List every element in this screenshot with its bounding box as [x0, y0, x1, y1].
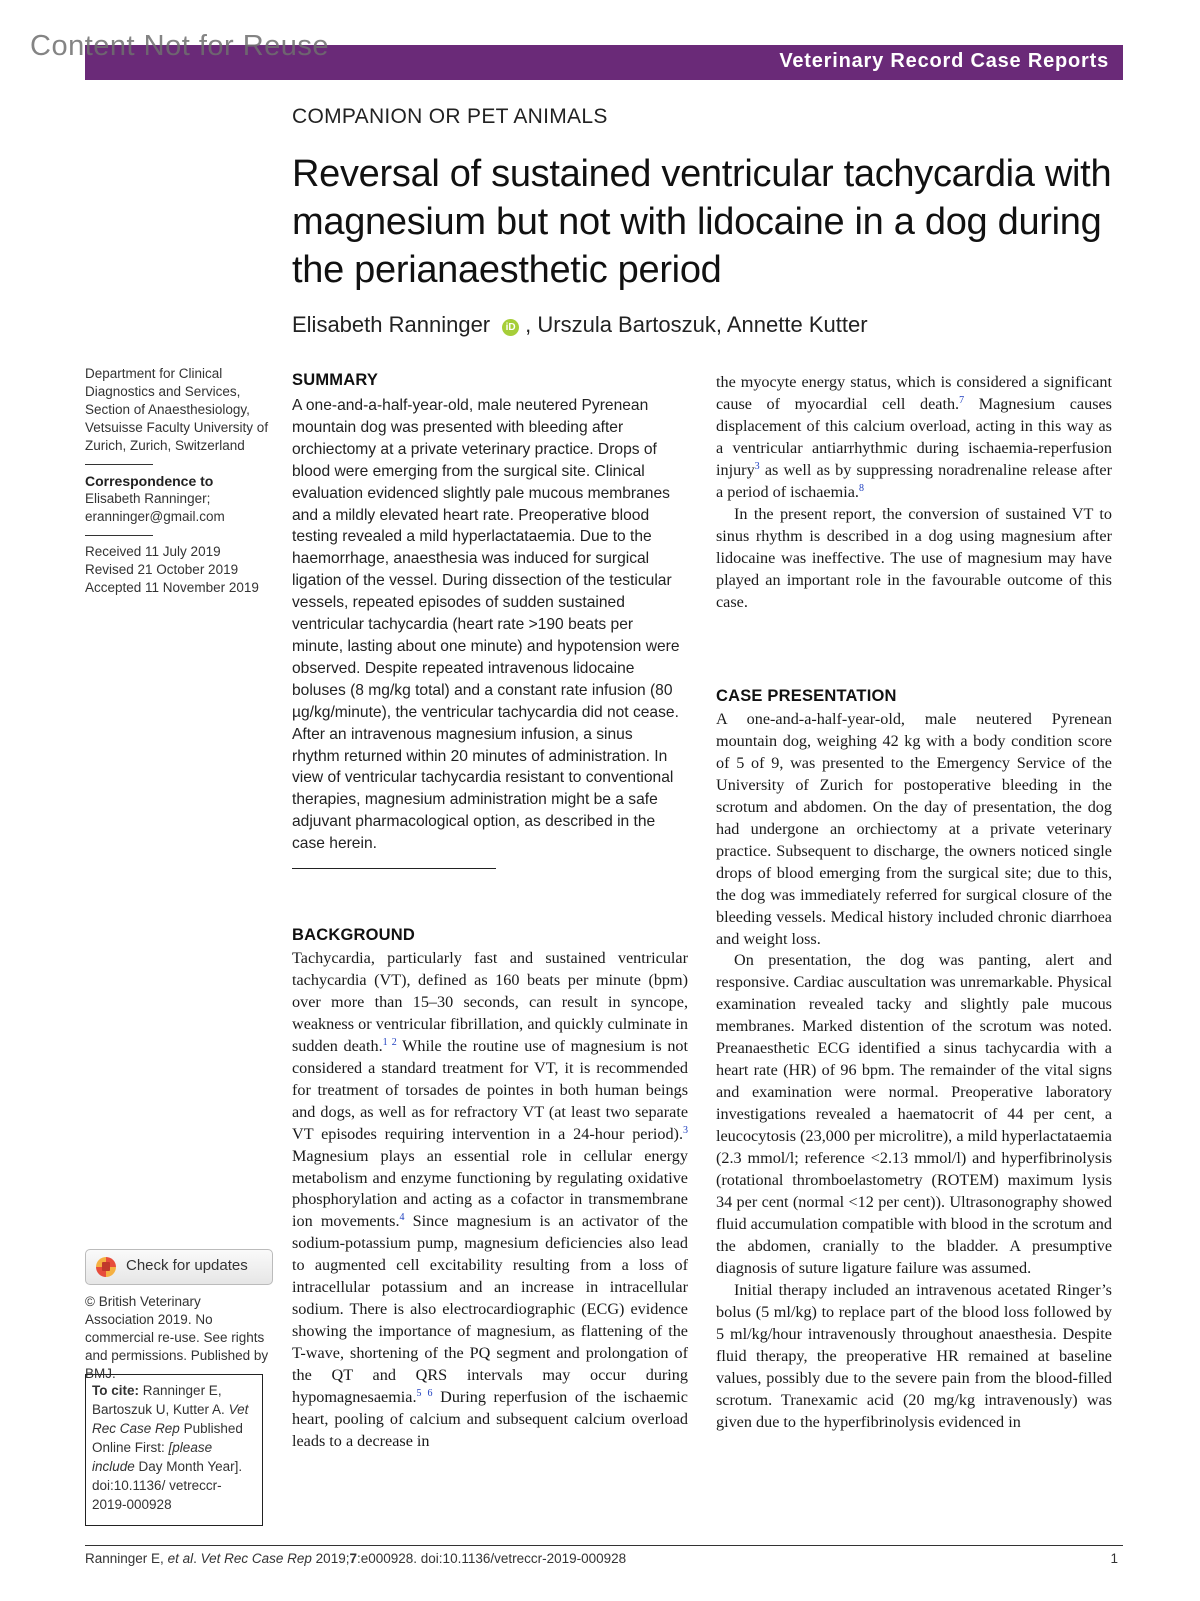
author-list	[292, 312, 868, 338]
reference-link[interactable]: 7	[959, 394, 965, 406]
orcid-icon[interactable]: iD	[502, 319, 519, 336]
cite-date: Day Month Year].	[138, 1459, 243, 1474]
cite-authors: Ranninger E, Bartoszuk U, Kutter A.	[92, 1383, 225, 1417]
report-intro: In the present report, the conversion of sustained VT to sinus rhythm is described in a dog using magnesium after lidocaine was ineffective. The use of magnesium may have played an important role in the favourable outcome of this case.	[716, 504, 1112, 611]
correspondence-email[interactable]: eranninger@gmail.com	[85, 509, 225, 524]
received-date: Received 11 July 2019	[85, 544, 221, 559]
cite-placeholder: [please include	[92, 1440, 213, 1474]
sidebar-divider	[85, 535, 153, 536]
section-label: COMPANION OR PET ANIMALS	[292, 105, 608, 128]
footer-divider	[85, 1545, 1123, 1546]
cite-published: Published Online First:	[92, 1421, 243, 1455]
case-paragraph: Initial therapy included an intravenous acetated Ringer’s bolus (5 ml/kg) to replace part of the blood loss followed by 5 ml/kg/hour intravenously throughout anaesthesia. Despite fluid therapy, the preoperative HR remained at baseline values, possibly due to the severe pain from the blood-filled scrotum. Tranexamic acid (20 mg/kg intravenously) was given due to the hyperfibrinolysis evidenced in	[716, 1280, 1112, 1431]
reference-link[interactable]: 1 2	[382, 1036, 397, 1048]
reference-link[interactable]: 4	[399, 1212, 405, 1224]
cite-doi[interactable]: doi:10.1136/ vetreccr-2019-000928	[92, 1478, 222, 1512]
correspondence-heading: Correspondence to	[85, 473, 214, 489]
revised-date: Revised 21 October 2019	[85, 562, 239, 577]
check-for-updates-label: Check for updates	[126, 1257, 248, 1274]
affiliation: Department for Clinical Diagnostics and Services, Section of Anaesthesiology, Vetsuisse Faculty University of Zurich, Zurich, Switzerland	[85, 366, 269, 453]
background-continued: the myocyte energy status, which is considered a significant cause of myocardial cell death.$^7$ Magnesium causes displacement of this calcium overload, acting in this way as a ventricular antiarrhythmic during ischaemia-reperfusion injury$^3$ as well as by suppressing noradrenaline release after a period of ischaemia.$^8$ In the present report, the conversion of sustained VT to sinus rhythm is described in a dog using magnesium after lidocaine was ineffective. The use of magnesium may have played an important role in the favourable outcome of this case.	[716, 372, 1112, 613]
copyright-notice: © British Veterinary Association 2019. No commercial re-use. See rights and permissions. Published by BMJ.	[85, 1294, 269, 1381]
summary-divider	[292, 868, 496, 869]
summary-heading: SUMMARY	[292, 371, 379, 389]
summary-text: A one-and-a-half-year-old, male neutered Pyrenean mountain dog was presented with bleeding after orchiectomy at a private veterinary practice. Drops of blood were emerging from the surgical site. Clinical evaluation evidenced slightly pale mucous membranes and a mildly elevated heart rate. Preoperative blood testing revealed a mild hyperlactataemia. Due to the haemorrhage, anaesthesia was induced for surgical ligation of the vessel. During dissection of the testicular vessels, repeated episodes of sudden sustained ventricular tachycardia (heart rate >190 beats per minute, lasting about one minute) and hypotension were observed. Despite repeated intravenous lidocaine boluses (8 mg/kg total) and a constant rate infusion (80 µg/kg/minute), the ventricular tachycardia did not cease. After an intravenous magnesium infusion, a sinus rhythm returned within 20 minutes of administration. In view of ventricular tachycardia resistant to conventional therapies, magnesium administration might be a safe adjuvant pharmacological option, as described in the case herein.	[292, 397, 680, 853]
background-heading: BACKGROUND	[292, 926, 415, 944]
citation-box	[85, 1374, 263, 1526]
reference-link[interactable]: 8	[858, 482, 864, 494]
accepted-date: Accepted 11 November 2019	[85, 580, 259, 595]
page-number: 1	[1110, 1551, 1118, 1566]
background-text: Tachycardia, particularly fast and sustained ventricular tachycardia (VT), defined as 160 beats per minute (bpm) over more than 15–30 seconds, can result in syncope, weakness or ventricular fibrillation, and quickly culminate in sudden death.$^{1 2}$ While the routine use of magnesium is not considered a standard treatment for VT, it is recommended for treatment of torsades de pointes in both human beings and dogs, as well as for refractory VT (at least two separate VT episodes requiring intervention in a 24-hour period).$^3$ Magnesium plays an essential role in cellular energy metabolism and enzyme functioning by regulating oxidative phosphorylation and acting as a cofactor in transmembrane ion movements.$^4$ Since magnesium is an activator of the sodium-potassium pump, magnesium deficiencies also lead to augmented cell excitability resulting from a loss of intracellular potassium and an increase in intracellular sodium. There is also electrocardiographic (ECG) evidence showing the importance of magnesium, as flattening of the T-wave, shortening of the PQ segment and prolongation of the QT and QRS intervals may occur during hypomagnesaemia.$^{5 6}$ During reperfusion of the ischaemic heart, pooling of calcium and subsequent calcium overload leads to a decrease in	[292, 949, 689, 1450]
check-for-updates-button[interactable]	[85, 1249, 273, 1285]
case-presentation-text	[716, 709, 1112, 1433]
reference-link[interactable]: 5 6	[416, 1388, 433, 1400]
case-paragraph: On presentation, the dog was panting, alert and responsive. Cardiac auscultation was unremarkable. Physical examination revealed tacky and slightly pale mucous membranes. Marked distention of the scrotum was noted. Preanaesthetic ECG identified a sinus tachycardia with a heart rate (HR) of 96 bpm. The remainder of the vital signs and examination were normal. Preoperative laboratory investigations revealed a haematocrit of 44 per cent, a leucocytosis (23,000 per microlitre), a mild hyperlactataemia (2.3 mmol/l; reference <2.13 mmol/l) and hyperfibrinolysis (rotational thromboelastometry (ROTEM) maximum lysis 34 per cent (normal <12 per cent)). Ultrasonography showed fluid accumulation compatible with blood in the scrotum and the abdomen, cranially to the bladder. A presumptive diagnosis of suture ligature failure was assumed.	[716, 951, 1112, 1277]
article-dates	[85, 543, 275, 597]
case-presentation-heading: CASE PRESENTATION	[716, 687, 897, 705]
author-rest: , Urszula Bartoszuk, Annette Kutter	[525, 312, 868, 337]
sidebar-divider	[85, 464, 153, 465]
correspondence-name: Elisabeth Ranninger;	[85, 491, 211, 506]
crossmark-icon	[96, 1257, 116, 1277]
correspondence	[85, 472, 275, 526]
article-title: Reversal of sustained ventricular tachycardia with magnesium but not with lidocaine in a dog during the perianaesthetic period	[292, 153, 1112, 291]
cite-journal: Vet Rec Case Rep	[92, 1402, 249, 1436]
cite-label: To cite:	[92, 1383, 139, 1398]
reference-link[interactable]: 3	[754, 460, 760, 472]
author-first[interactable]: Elisabeth Ranninger	[292, 312, 491, 337]
footer-citation: Ranninger E, et al. Vet Rec Case Rep 2019;7:e000928. doi:10.1136/vetreccr-2019-000928	[85, 1551, 627, 1566]
case-paragraph: A one-and-a-half-year-old, male neutered Pyrenean mountain dog, weighing 42 kg with a body condition score of 5 of 9, was presented to the Emergency Service of the University of Zurich for postoperative bleeding in the scrotum and abdomen. On the day of presentation, the dog had undergone an orchiectomy at a private veterinary practice. Subsequent to discharge, the owners noticed single drops of blood emerging from the surgical site; due to this, the dog was immediately referred for surgical closure of the bleeding vessels. Medical history included chronic diarrhoea and weight loss.	[716, 710, 1112, 948]
journal-name: Veterinary Record Case Reports	[779, 50, 1109, 72]
reference-link[interactable]: 3	[683, 1124, 688, 1136]
watermark: Content Not for Reuse	[30, 30, 330, 62]
